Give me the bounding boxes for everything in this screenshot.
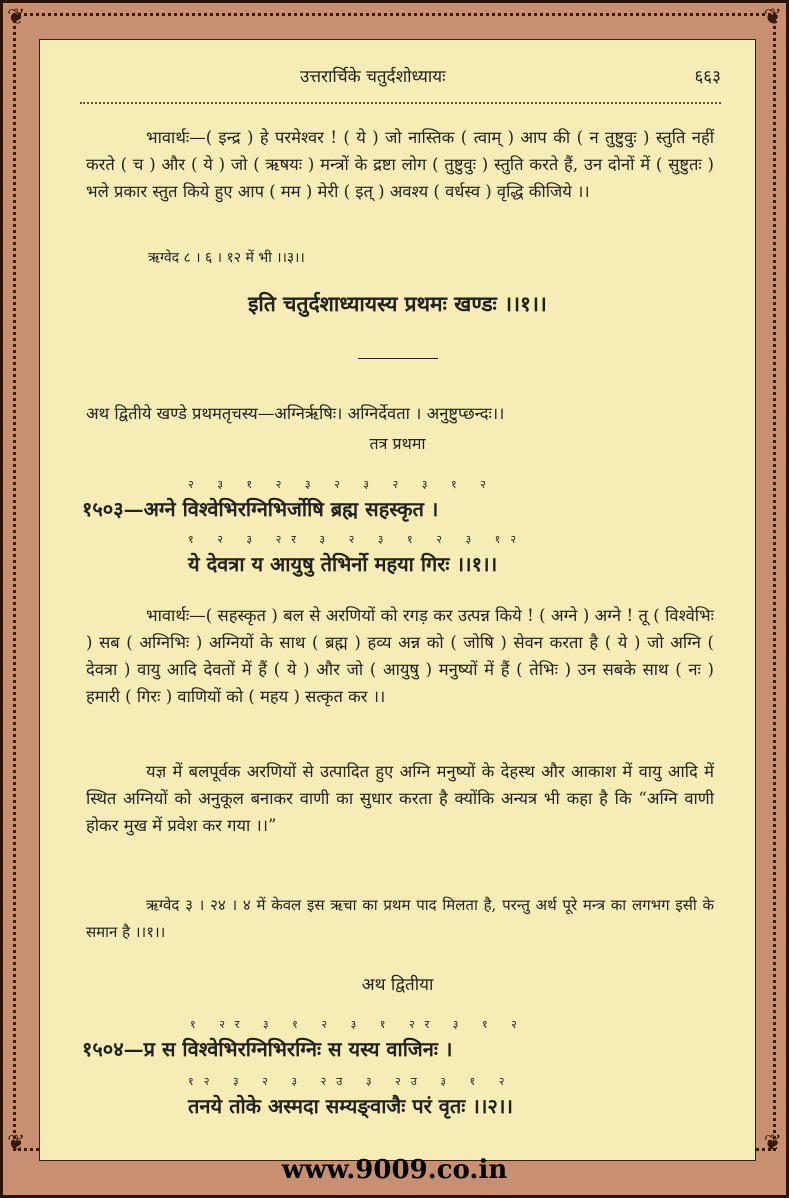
header-divider (80, 102, 721, 104)
svara-marks: १ २ ३ २र ३ २ ३ १ २ ३ १२ (188, 533, 527, 546)
mantra-1504-line2: तनये तोके अस्मदा सम्यङ्वाजैः परं वृतः ।।२।। (188, 1094, 513, 1118)
bhavarth-paragraph: भावार्थः—( सहस्कृत ) बल से अरणियों को रगड़ कर उत्पन्न किये ! ( अग्ने ) अग्ने ! तू ( विश्वेभिः ) सब ( अग्निभिः ) अग्नियों के साथ ( ब्रह्म ) हव्य अन्न को ( जोषि ) सेवन करता है ( ये ) जो अग्नि ( देवत्रा ) वायु आदि देवतों में हैं ( ये ) और जो ( आयुषु ) मनुष्यों में हैं ( तेभिः ) उन सबके साथ ( नः ) हमारी ( गिरः ) वाणियों को ( महय ) सत्कृत कर ।। (86, 606, 714, 706)
khanda-intro: अथ द्वितीये खण्डे प्रथमतृचस्य—अग्निर्ऋषिः। अग्निर्देवता । अनुष्टुप्छन्दः।। (86, 404, 505, 423)
mantra-label: तत्र प्रथमा (369, 434, 426, 453)
website-link[interactable]: www.9009.co.in (281, 1155, 508, 1185)
corner-scroll-icon: ❦ (7, 1131, 26, 1156)
bhavarth-paragraph: भावार्थः—( इन्द्र ) हे परमेश्वर ! ( ये ) जो नास्तिक ( त्वाम् ) आप की ( न तुष्टुवुः ) स्तुति नहीं करते ( च ) और ( ये ) जो ( ऋषयः ) मन्त्रों के द्रष्टा लोग ( तुष्टुवुः ) स्तुति करते हैं, उन दोनों में ( सुष्टुतः ) भले प्रकार स्तुत किये हुए आप ( मम ) मेरी ( इत् ) अवश्य ( वर्धस्व ) वृद्धि कीजिये ।। (86, 128, 714, 201)
svara-marks: १२ ३ २ ३ २उ ३ २उ ३ १ २ (188, 1075, 515, 1088)
section-end-heading: इति चतुर्दशाध्यायस्य प्रथमः खण्डः ।।१।। (248, 291, 547, 316)
corner-scroll-icon: ❦ (763, 1131, 782, 1156)
site-footer (3, 1155, 786, 1191)
rigveda-reference: ऋग्वेद ३ । २४ । ४ में केवल इस ऋचा का प्रथम पाद मिलता है, परन्तु अर्थ पूरे मन्त्र का लगभग इसी के समान है ।।१।। (86, 896, 714, 941)
chapter-title: उत्तरार्चिके चतुर्दशोध्यायः (300, 67, 446, 87)
corner-scroll-icon: ❦ (763, 5, 782, 30)
mantra-label: अथ द्वितीया (361, 975, 434, 995)
section-divider (358, 358, 438, 359)
mantra-1503-line1: १५०३—अग्ने विश्वेभिरग्निभिर्जोषि ब्रह्म सहस्कृत । (82, 497, 439, 521)
corner-scroll-icon: ❦ (7, 5, 26, 30)
mantra-1503-line2: ये देवत्रा य आयुषु तेभिर्नो महया गिरः ।।१।। (188, 552, 498, 576)
page-number: ६६३ (694, 67, 721, 87)
rigveda-reference: ऋग्वेद ८ । ६ । १२ में भी ।।३।। (148, 250, 305, 266)
page-header (40, 62, 755, 94)
svara-marks: २ ३ १ २ ३ २ ३ २ ३ १ २ (188, 478, 496, 491)
svara-marks: १ २र ३ १ २ ३ १ २र ३ १ २ (190, 1018, 527, 1031)
mantra-1504-line1: १५०४—प्र स विश्वेभिरग्निभिरग्निः स यस्य वाजिनः । (82, 1037, 453, 1061)
book-page (39, 39, 756, 1161)
explanation-paragraph: यज्ञ में बलपूर्वक अरणियों से उत्पादित हुए अग्नि मनुष्यों के देहस्थ और आकाश में वायु आदि में स्थित अग्नियों को अनुकूल बनाकर वाणी का सुधार करता है क्योंकि अन्यत्र भी कहा है कि “अग्नि वाणी होकर मुख में प्रवेश कर गया ।।” (86, 762, 714, 835)
